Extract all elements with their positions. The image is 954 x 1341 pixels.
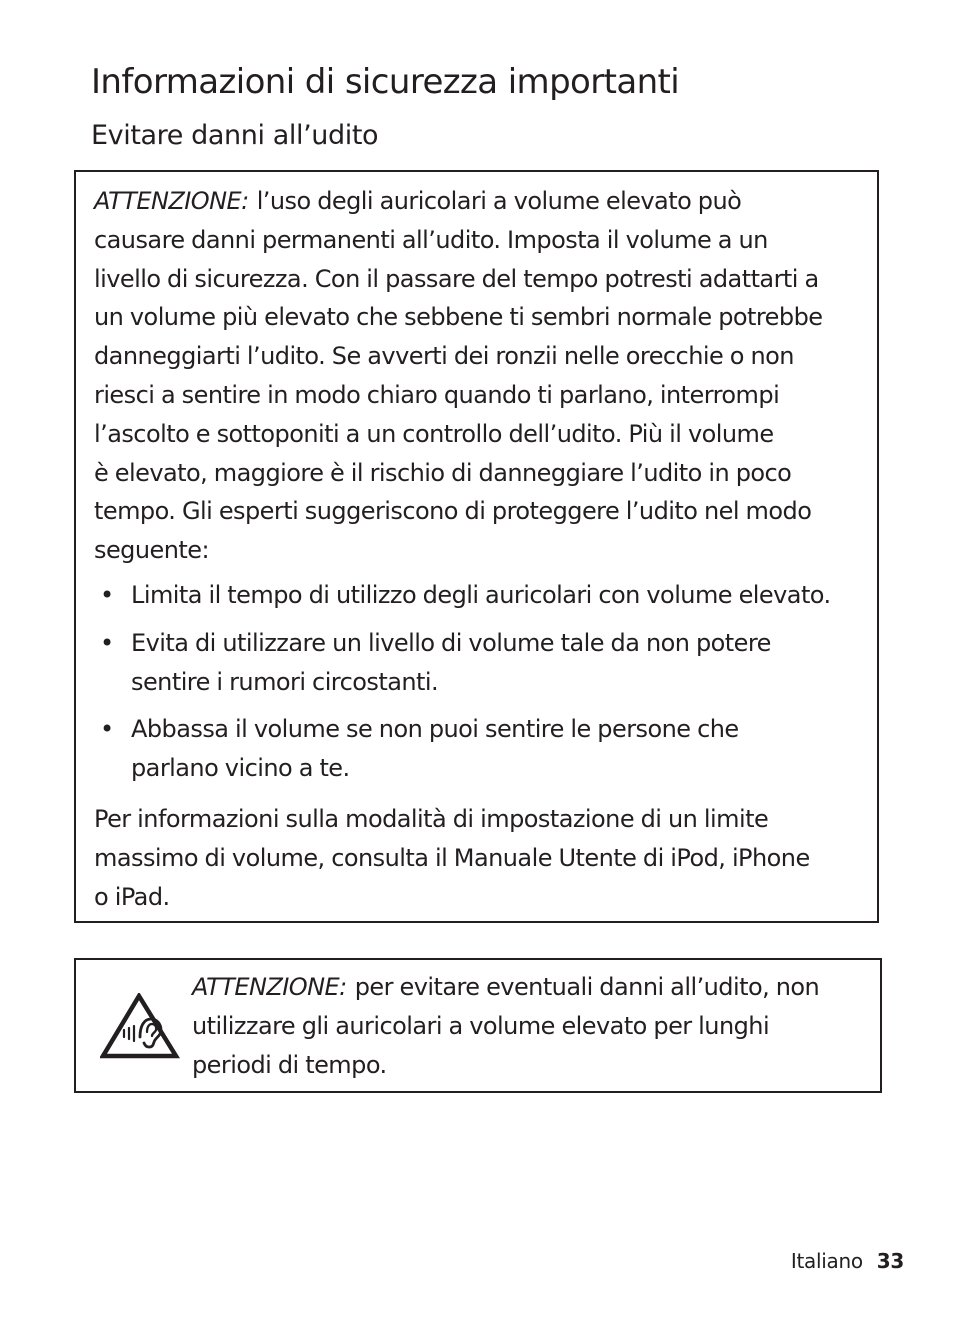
- page-footer: [791, 1249, 904, 1273]
- warning-line-3: livello di sicurezza. Con il passare del tempo potresti adattarti a: [94, 264, 819, 293]
- section-title: Evitare danni all’udito: [91, 120, 379, 151]
- warning-line-1: [94, 182, 884, 221]
- warning-line-9: tempo. Gli esperti suggeriscono di proteggere l’udito nel modo: [94, 497, 812, 526]
- page-number: 33: [876, 1249, 904, 1273]
- bullet-2-line-2: sentire i rumori circostanti.: [131, 667, 439, 696]
- list-item: [94, 710, 874, 788]
- warning-2-line-1-text: per evitare eventuali danni all’udito, non: [354, 973, 820, 1001]
- page-title: Informazioni di sicurezza importanti: [91, 62, 680, 102]
- hearing-warning-icon: [100, 993, 180, 1063]
- list-item: [94, 576, 874, 615]
- bullet-icon: •: [100, 715, 114, 744]
- warning-2-label: ATTENZIONE:: [192, 973, 347, 1001]
- warning-line-7: l’ascolto e sottoponiti a un controllo dell’udito. Più il volume: [94, 419, 774, 448]
- bullet-3-line-1: Abbassa il volume se non puoi sentire le persone che: [131, 715, 739, 744]
- warning-line-10: seguente:: [94, 536, 210, 565]
- warning-paragraph-2: [192, 968, 872, 1084]
- hearing-damage-warning-box: [74, 170, 879, 923]
- bullet-2-line-1: Evita di utilizzare un livello di volume tale da non potere: [131, 628, 771, 657]
- info-line-1: Per informazioni sulla modalità di impostazione di un limite: [94, 805, 769, 833]
- info-line-2: massimo di volume, consulta il Manuale Utente di iPod, iPhone: [94, 843, 810, 872]
- bullet-3-line-2: parlano vicino a te.: [131, 754, 350, 783]
- warning-line-6: riesci a sentire in modo chiaro quando ti parlano, interrompi: [94, 380, 780, 409]
- warning-label: ATTENZIONE:: [94, 187, 249, 215]
- info-line-3: o iPad.: [94, 882, 170, 911]
- warning-line-4: un volume più elevato che sebbene ti sembri normale potrebbe: [94, 303, 823, 332]
- bullet-icon: •: [100, 581, 114, 609]
- warning-line-8: è elevato, maggiore è il rischio di danneggiare l’udito in poco: [94, 458, 792, 487]
- footer-language: Italiano: [790, 1249, 863, 1273]
- bullet-list: [94, 576, 874, 797]
- volume-limit-info-paragraph: [94, 800, 874, 916]
- list-item: [94, 624, 874, 702]
- warning-2-line-1: [192, 968, 872, 1007]
- warning-line-2: causare danni permanenti all’udito. Imposta il volume a un: [94, 225, 768, 254]
- bullet-icon: •: [100, 628, 114, 657]
- bullet-1-line-1: Limita il tempo di utilizzo degli auricolari con volume elevato.: [131, 581, 831, 609]
- warning-paragraph: [94, 182, 884, 570]
- high-volume-warning-box: [74, 958, 882, 1093]
- warning-line-1-text: l’uso degli auricolari a volume elevato può: [256, 187, 742, 215]
- warning-2-line-3: periodi di tempo.: [192, 1050, 387, 1079]
- warning-line-5: danneggiarti l’udito. Se avverti dei ronzii nelle orecchie o non: [94, 342, 794, 371]
- warning-2-line-2: utilizzare gli auricolari a volume elevato per lunghi: [192, 1011, 770, 1040]
